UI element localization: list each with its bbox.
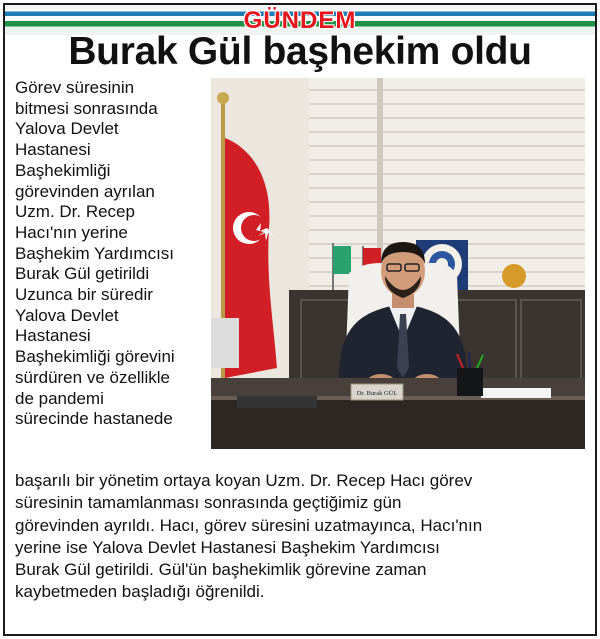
text-line: Uzm. Dr. Recep [15,202,135,222]
page-border [3,3,597,636]
text-line: süresinin tamamlanması sonrasında geçtiğimiz gün [15,493,402,513]
text-line: yerine ise Yalova Devlet Hastanesi Başhekim Yardımcısı [15,537,440,557]
text-line: Hastanesi [15,326,91,346]
text-line: Burak Gül getirildi [15,264,150,284]
text-line: Yalova Devlet [15,119,119,139]
text-line: de pandemi [15,388,104,408]
text-line: Başhekimliği görevini [15,347,175,367]
text-line: Hacı'nın yerine [15,222,128,242]
text-line: Hastanesi [15,140,91,160]
text-line: görevinden ayrıldı. Hacı, görev süresini uzatmayınca, Hacı'nın [15,515,483,535]
text-line: Başhekim Yardımcısı [15,243,175,263]
nameplate-text: Dr. Burak GÜL [356,390,398,397]
text-line: bitmesi sonrasında [15,98,158,118]
text-line: başarılı bir yönetim ortaya koyan Uzm. Dr. Recep Hacı görev [15,471,473,490]
headline: Burak Gül başhekim oldu [68,30,532,73]
text-line: sürdüren ve özellikle [15,367,170,387]
text-line: kaybetmeden başladığı öğrenildi. [15,582,265,602]
text-line: Yalova Devlet [15,305,119,325]
text-line: Başhekimliği [15,160,111,180]
text-line: Uzunca bir süredir [15,285,153,305]
text-line: görevinden ayrılan [15,181,155,201]
text-line: Burak Gül getirildi. Gül'ün başhekimlik görevine zaman [15,560,427,580]
text-line: Görev süresinin [15,78,135,97]
section-label: GÜNDEM [243,7,357,34]
text-line: sürecinde hastanede [15,409,173,429]
